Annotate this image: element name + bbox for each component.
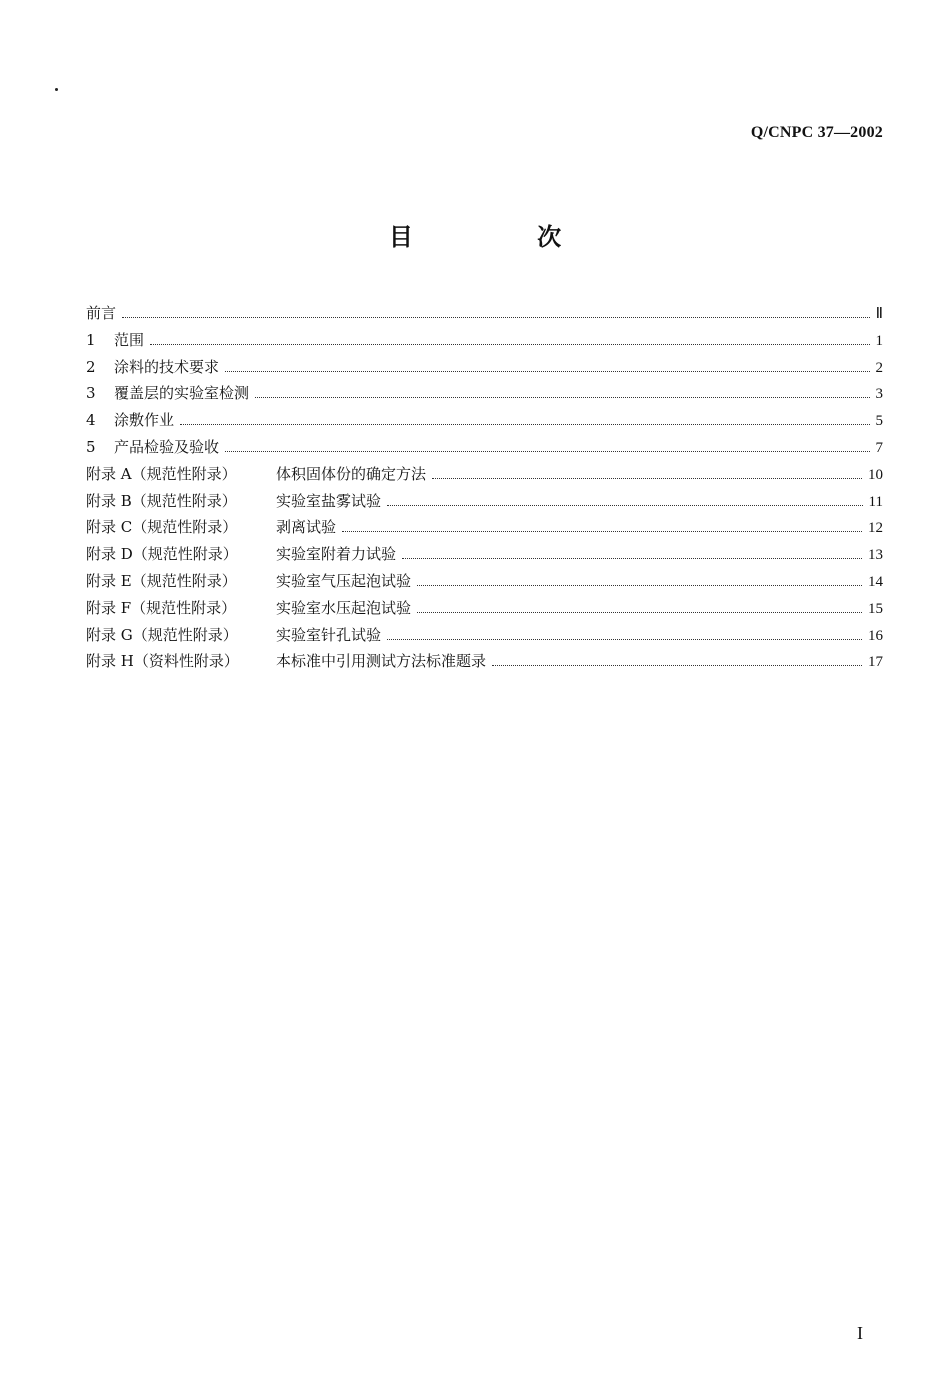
toc-entry-page: 13: [868, 547, 883, 564]
toc-entry-subtitle: 体积固体份的确定方法: [276, 464, 427, 483]
toc-entry[interactable]: [86, 543, 883, 570]
toc-entry-subtitle: 实验室针孔试验: [276, 625, 382, 644]
toc-dot-leader: [402, 557, 862, 559]
toc-dot-leader: [342, 530, 862, 532]
toc-entry[interactable]: [86, 302, 883, 329]
toc-entry-number: 5: [86, 437, 96, 456]
toc-entry-title: 附录 G（规范性附录）: [86, 625, 238, 644]
toc-entry-label: [86, 597, 411, 618]
toc-entry[interactable]: [86, 650, 883, 677]
standard-code: Q/CNPC 37—2002: [750, 124, 883, 141]
toc-entry-title: 附录 F（规范性附录）: [86, 598, 237, 617]
scan-speck: [55, 88, 58, 91]
toc-entry-label: [86, 436, 219, 457]
toc-entry-number: 4: [86, 411, 96, 430]
toc-entry-page: 10: [868, 466, 883, 483]
toc-entry-subtitle: 实验室盐雾试验: [276, 491, 382, 510]
toc-entry-title: 前言: [86, 304, 117, 322]
toc-entry-label: [86, 382, 249, 403]
toc-entry[interactable]: [86, 329, 883, 356]
toc-entry-page: 12: [868, 520, 883, 537]
toc-entry-page: 17: [868, 654, 883, 671]
toc-dot-leader: [225, 450, 869, 452]
page-title: 目 次: [388, 223, 620, 251]
toc-entry-title: 附录 C（规范性附录）: [86, 518, 238, 537]
toc-entry-label: [86, 329, 144, 350]
toc-entry-subtitle: 实验室水压起泡试验: [276, 598, 412, 617]
toc-entry-number: 3: [86, 384, 96, 403]
toc-entry[interactable]: [86, 382, 883, 409]
toc-entry-title: 涂料的技术要求: [114, 357, 220, 376]
toc-entry-page: 3: [875, 386, 883, 403]
toc-entry-label: [86, 409, 174, 430]
toc-entry-title: 涂敷作业: [114, 411, 175, 430]
toc-entry[interactable]: [86, 490, 883, 517]
toc-entry-page: 16: [868, 627, 883, 644]
toc-entry-title: 产品检验及验收: [114, 437, 220, 456]
toc-entry-subtitle: 本标准中引用测试方法标准题录: [276, 652, 487, 671]
toc-entry-label: [86, 543, 396, 564]
toc-entry-title: 覆盖层的实验室检测: [114, 384, 250, 403]
toc-dot-leader: [150, 343, 869, 345]
toc-entry-page: 5: [875, 413, 883, 430]
toc-entry-label: [86, 624, 381, 645]
toc-entry-label: [86, 570, 411, 591]
toc-entry[interactable]: [86, 409, 883, 436]
toc-dot-leader: [225, 370, 869, 372]
page-number: I: [857, 1323, 863, 1343]
toc-entry-title: 附录 E（规范性附录）: [86, 571, 237, 590]
toc-dot-leader: [417, 584, 862, 586]
toc-entry-subtitle: 实验室附着力试验: [276, 545, 397, 564]
toc-entry[interactable]: [86, 597, 883, 624]
toc-entry-page: 15: [868, 600, 883, 617]
toc-entry[interactable]: [86, 436, 883, 463]
toc-entry-label: [86, 356, 219, 377]
toc-entry-number: 1: [86, 330, 96, 349]
toc-entry-subtitle: 剥离试验: [276, 518, 337, 537]
toc-entry-page: Ⅱ: [875, 306, 883, 322]
toc-dot-leader: [180, 423, 869, 425]
toc-entry-title: 附录 H（资料性附录）: [86, 652, 239, 671]
toc-entry[interactable]: [86, 624, 883, 651]
toc-entry[interactable]: [86, 516, 883, 543]
toc-dot-leader: [387, 504, 863, 506]
toc-entry[interactable]: [86, 570, 883, 597]
toc-entry-label: [86, 302, 116, 323]
toc-dot-leader: [122, 316, 870, 318]
toc-dot-leader: [492, 664, 862, 666]
toc-entry-page: 14: [868, 573, 883, 590]
toc-entry-page: 7: [875, 439, 883, 456]
toc-entry-title: 附录 D（规范性附录）: [86, 545, 238, 564]
toc-dot-leader: [432, 477, 862, 479]
toc-entry-page: 11: [868, 493, 883, 510]
toc-entry-page: 2: [875, 359, 883, 376]
toc-entry-page: 1: [875, 332, 883, 349]
toc-entry-label: [86, 490, 381, 511]
table-of-contents: [86, 302, 883, 677]
toc-entry-title: 附录 B（规范性附录）: [86, 491, 237, 510]
toc-entry[interactable]: [86, 463, 883, 490]
toc-entry-label: [86, 516, 336, 537]
toc-dot-leader: [387, 638, 862, 640]
toc-entry-label: [86, 463, 426, 484]
toc-entry-title: 附录 A（规范性附录）: [86, 464, 237, 483]
toc-dot-leader: [255, 396, 869, 398]
toc-entry-number: 2: [86, 357, 96, 376]
toc-dot-leader: [417, 611, 862, 613]
toc-entry-label: [86, 650, 486, 671]
toc-entry[interactable]: [86, 356, 883, 383]
toc-entry-subtitle: 实验室气压起泡试验: [276, 571, 412, 590]
toc-entry-title: 范围: [114, 330, 145, 349]
